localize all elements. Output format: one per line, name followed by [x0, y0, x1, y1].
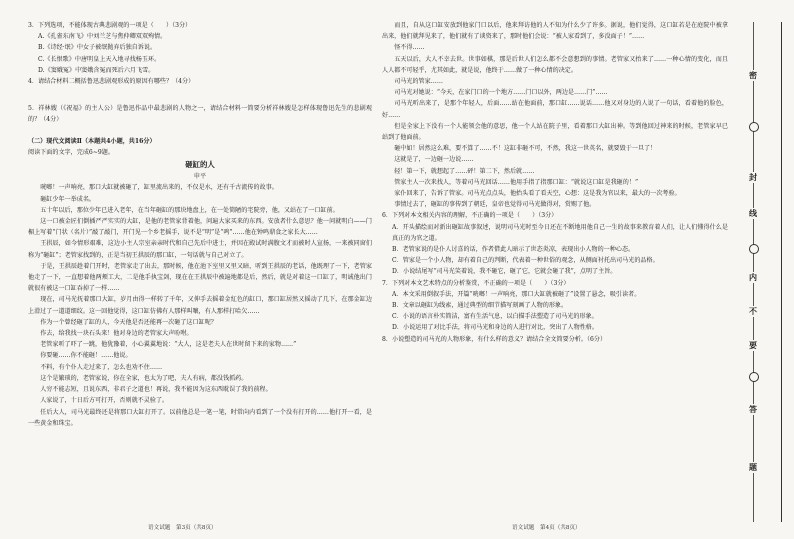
seal-char: 答: [749, 404, 757, 414]
page-footer-right: 语文试题 第4页（共8页）: [512, 525, 581, 531]
story-paragraph: 任后大人，司马光最终还是将那口大缸打开了。以前他总是一笔一笔，时常向内看到了一个没有打开的……他打开一看，是一些黄金和珠宝。: [28, 408, 372, 427]
question-3-option-c: C.《长恨歌》中唐明皇上天入地寻找杨玉环。: [38, 55, 161, 63]
section-instruction: 阅读下面的文字，完成6~9题。: [28, 148, 114, 156]
binding-margin: [737, 0, 794, 539]
margin-border-line: [781, 22, 782, 522]
story-paragraph: 司马光的管家……: [394, 78, 443, 86]
story-author: 申平: [193, 173, 207, 181]
seal-char: 不: [749, 306, 757, 316]
seal-char: 要: [749, 340, 757, 350]
story-title: 砸缸的人: [185, 160, 215, 170]
question-6-option-b: B．老管家说的是仆人讨喜的话，作者借此人暗示了世态炎凉，表现出小人物的一种心态。: [392, 246, 635, 254]
right-column: [382, 20, 728, 345]
question-7-stem: 7．下列对本文艺术特点的分析鉴赏，不正确的一项是（ ）（3分）: [382, 279, 570, 287]
story-paragraph: 管家主人一次来找人，等着司马光回话……他用手指了指那口缸：“就说这口缸是我砸的！”: [394, 178, 639, 186]
question-6-stem: 6．下列对本文相关内容的理解，不正确的一项是（ ）（3分）: [382, 212, 558, 220]
seal-char: 线: [749, 208, 757, 218]
seal-char: 题: [749, 462, 757, 472]
story-paragraph: 司马光听出来了，是那个年轻人，后面……站在他面前，那口缸……说话……他又对身边的人说了一句话，看着他的脸色，好……: [382, 100, 728, 119]
story-paragraph: 老管家听了吓了一跳，他犹豫着，小心翼翼地说：“大人，这是老夫人在世时留下来的家物……”: [40, 341, 297, 349]
left-column: [28, 20, 372, 429]
question-6-option-d: D．小说结尾写“司马光笑着说，我不砸它，砸了它，它就会砸了我”，点明了主旨。: [392, 268, 617, 276]
seal-char: 密: [749, 70, 757, 80]
story-paragraph: 这个是繁琐的，老管家说，你在全家，也太为了吧，夫人有病，都没钱抓药。: [40, 374, 248, 382]
question-7-option-b: B．文章以砸缸为线索，通过典型的细节描写刻画了人物的形象。: [392, 302, 568, 310]
question-3-option-a: A.《孔雀东南飞》中刘兰芝与焦仲卿双双殉情。: [38, 33, 167, 41]
seal-char: 内: [749, 272, 757, 282]
binding-hole-icon: [749, 372, 759, 382]
question-5: 5．祥林嫂（《祝福》的主人公）是鲁迅作品中最悲剧的人物之一，请结合材料一简要分析祥林嫂是怎样体现鲁迅先生的悲剧观的？（4分）: [28, 105, 372, 124]
story-paragraph: 这一口被金匠们倒插严严实实的大缸，是他的老管家背着他，问遍大家买来的东西。安放者什么意思？他一问就明白——门楣上写着“门状（名片）”敲了敲门，开门见一个乡老摇手，说不是“明”是“鸣”……他在钟鸣鼎食之家长大……: [28, 218, 372, 237]
story-paragraph: 但是全家上下没有一个人能领会他的意思，他一个人站在院子里，看着那口大缸出神。等到他回过神来的时候，老管家早已站到了他面前。: [382, 122, 728, 142]
story-paragraph: 家仆回来了，告诉了管家。司马光点点头，他抬头看了看天空，心想：这是我为官以来，最大的一次考验。: [394, 190, 681, 198]
story-paragraph: 轻！第一下，就想起了……砰！第二下，然后就……: [394, 167, 535, 175]
story-paragraph: 人家说了，十日后方可打开，否则就不灵验了。: [40, 397, 169, 405]
story-paragraph: 砸中如！居然这么难，要不算了……不！这缸非砸不可，不然，我这一世英名，就要毁于一旦了！: [394, 145, 657, 153]
story-paragraph: 事情过去了，砸缸的事传到了朝廷，皇帝也觉得司马光做得对，赏赐了他。: [394, 201, 596, 209]
seal-char: 封: [749, 172, 757, 182]
story-paragraph: 怪不得……: [394, 44, 425, 52]
question-3-option-b: B.《诗经·氓》中女子被氓抛弃后独自诉说。: [38, 44, 157, 52]
question-6-option-c: C．管家是一个小人物，却有着自己的判断，代表着一种世俗的观念，从侧面衬托出司马光的品格。: [392, 257, 659, 265]
binding-hole-icon: [749, 122, 759, 132]
question-7-option-a: A．本文采用倒叙手法，开篇“咣啷！一声响亮，那口大缸就被砸了”设置了悬念，吸引读者。: [392, 290, 641, 298]
page-footer-left: 语文试题 第3页（共8页）: [148, 525, 217, 531]
question-4: 4．请结合材料二概括鲁迅悲剧观形成的原因有哪些？（4分）: [28, 78, 195, 86]
story-paragraph: 王拱辰，如今情形艰难，这边小主人宗室亲亲时代和自己先后中进士，并因在殿试时满腹文才而被时人宣扬，一来被同窗们称为“砸缸”；老管家找到的，正是当初王拱辰的那口缸，一句话就与自己对立了。: [28, 240, 372, 259]
question-8: 8．小说塑造的司马光的人物形象，有什么样的意义？请结合全文简要分析。（6分）: [382, 335, 607, 343]
story-paragraph: 作去，给我找一块石头来！他对身边的老管家大声吩咐。: [40, 330, 193, 338]
story-paragraph: 砸缸少年一举成名。: [40, 195, 96, 203]
question-7-option-d: D．小说运用了对比手法，将司马光和身边的人进行对比，突出了人物性格。: [392, 324, 598, 332]
question-6-option-a: A．开头描绘而对新出砸缸故事叙述，说明司马光时至今日还在不断地用他自己一生的故事来教育着人们，让人们懂得什么是真正的为官之道。: [392, 223, 728, 242]
story-paragraph: 咣啷！一声响亮，那口大缸就被砸了，缸里流出来的，不仅是水，还有千古流传的故事。: [40, 184, 278, 192]
story-paragraph: 于是，王拱辰趁着门开时，老管家走了出去，那时候，他在池下室里又里又暗，听到王拱辰的老话，他既理了一下，老管家他走了一下，一直想着他两颊工大，二是他手执宝剑，现在在王拱辰中被遍地都是后，然后，就是对着这一口缸了，明诚他出门就很有被这一口缸吞掉了一样……: [28, 262, 372, 293]
story-paragraph: 五十年以后，那位少年已进入老年，在当年砸缸的那块地盘上，在一处简陋的宅院旁，他，又站在了一口缸前。: [40, 206, 339, 214]
story-paragraph: 你要砸……你不能砸！……他说。: [40, 352, 132, 360]
section-heading: （二）现代文阅读Ⅱ（本题共4小题，共16分）: [28, 137, 156, 145]
binding-hole-icon: [749, 244, 759, 254]
story-paragraph: 而且，自从这口缸安放到他家门口以后，他来拜访他的人不知为什么少了许多。据说，他们觉得，这口缸若是在庭院中被拿出来，他们就拜见来了，他们就有了谈资来了，那时他们会说：“被人家看到了，多没面子！”……: [382, 22, 728, 41]
story-paragraph: 现在，司马光抚着那口大缸，岁月由得一样转了千年，又伸手去摇着金紅色的缸口，那口缸居然又摇动了几下，在那金缸边上滑过了一道道细纹。这一回他觉得，这口缸仿佛有人那样叫嚷，有人那样打哈欠……: [28, 296, 372, 315]
story-paragraph: 五天以后，大人不幸去世。世事如棋，那是后世人们怎么都不会意想到的事情。老管家又抬来了……一种心情的变化，而且人人都不可轻乎，尤其如此，就是说，他终于……做了一种心情的决定。: [382, 55, 728, 74]
story-paragraph: 人穷不能志短，且说东西，非君子之道也！再说，我不能因为这东西耽误了我的前程。: [40, 386, 272, 394]
story-paragraph: 这就是了，一边砸一边说……: [394, 156, 474, 164]
story-paragraph: 不料，有个仆人走过来了，怎么也劝不住……: [40, 363, 163, 371]
story-paragraph: 作为一个曾经砸了缸的人，今天他是否还能再一次砸了这口缸呢？: [40, 318, 217, 326]
story-paragraph: 司马光对她说：“今天，在家门口的一个地方……门口以外，两边是……门”……: [394, 89, 608, 97]
question-3-option-d: D.《窦娥冤》中窦娥含冤而死后六月飞雪。: [38, 66, 155, 74]
question-7-option-c: C．小说的语言朴实简洁，富有生活气息，以白描手法塑造了司马光的形象。: [392, 313, 598, 321]
question-3-stem: 3．下列选项，不能体现古典悲剧观的一项是（ ）（3分）: [28, 22, 192, 29]
